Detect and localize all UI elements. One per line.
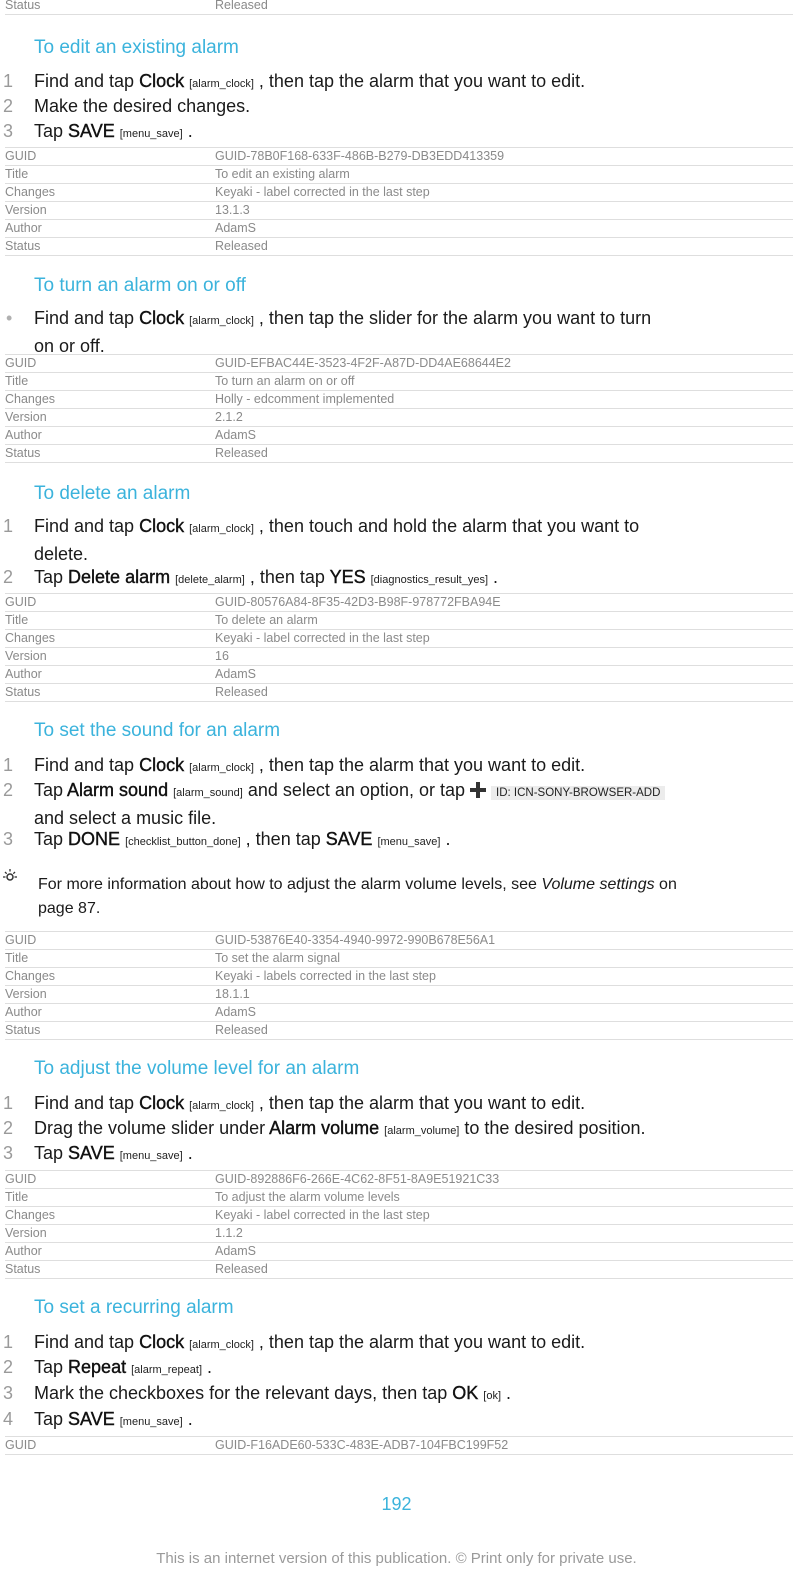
step: 1 Find and tap Clock [alarm_clock] , then tap the alarm that you want to edit. bbox=[3, 755, 586, 775]
plus-icon bbox=[470, 782, 486, 798]
ui-term: Repeat bbox=[68, 1357, 127, 1377]
cross-reference-link[interactable]: Volume settings bbox=[541, 876, 655, 893]
step: 2 Tap Alarm sound [alarm_sound] and select an option, or tap ID: ICN-SONY-BROWSER-ADD and select a music file. bbox=[0, 778, 783, 831]
ui-term: Clock bbox=[139, 308, 185, 328]
ui-term: SAVE bbox=[68, 1409, 115, 1429]
metadata-table: GUID GUID-78B0F168-633F-486B-B279-DB3EDD413359 Title To edit an existing alarm Changes Keyaki - label corrected in the last step Version 13.1.3 Author AdamS Status Released bbox=[5, 147, 793, 256]
section-heading: To adjust the volume level for an alarm bbox=[34, 1058, 360, 1079]
section-heading: To set the sound for an alarm bbox=[34, 720, 281, 741]
metadata-table: GUID GUID-F16ADE60-533C-483E-ADB7-104FBC199F52 bbox=[5, 1436, 793, 1455]
metadata-table: GUID GUID-80576A84-8F35-42D3-B98F-978772FBA94E Title To delete an alarm Changes Keyaki - label corrected in the last step Version 16 Author AdamS Status Released bbox=[5, 593, 793, 702]
section-heading: To edit an existing alarm bbox=[34, 37, 239, 58]
metadata-table: GUID GUID-EFBAC44E-3523-4F2F-A87D-DD4AE68644E2 Title To turn an alarm on or off Changes Holly - edcomment implemented Version 2.1.2 Author AdamS Status Released bbox=[5, 354, 793, 463]
step: 1 Find and tap Clock [alarm_clock] , then tap the alarm that you want to edit. bbox=[3, 1093, 586, 1113]
ui-term: SAVE bbox=[325, 829, 373, 849]
step: 1 Find and tap Clock [alarm_clock] , then tap the alarm that you want to edit. bbox=[3, 1332, 586, 1352]
step: 3 Tap SAVE [menu_save] . bbox=[3, 1143, 193, 1163]
ui-term: OK bbox=[452, 1383, 479, 1403]
section-heading: To turn an alarm on or off bbox=[34, 275, 246, 296]
metadata-table: GUID GUID-892886F6-266E-4C62-8F51-8A9E51921C33 Title To adjust the alarm volume levels Changes Keyaki - label corrected in the last step Version 1.1.2 Author AdamS Status Released bbox=[5, 1170, 793, 1279]
ui-term: Clock bbox=[139, 755, 185, 775]
ui-term: Clock bbox=[139, 516, 185, 536]
lightbulb-icon bbox=[2, 868, 18, 884]
section-heading: To delete an alarm bbox=[34, 483, 191, 504]
ui-term: Clock bbox=[139, 71, 185, 91]
meta-value: Released bbox=[215, 0, 268, 12]
ui-term: Clock bbox=[139, 1332, 185, 1352]
ui-term: Clock bbox=[139, 1093, 185, 1113]
step: 2 Tap Repeat [alarm_repeat] . bbox=[3, 1357, 213, 1377]
step: 3 Tap SAVE [menu_save] . bbox=[3, 121, 193, 141]
ui-term: Delete alarm bbox=[68, 567, 171, 587]
step: 1 Find and tap Clock [alarm_clock] , then tap the alarm that you want to edit. bbox=[3, 71, 586, 91]
step: 2 Tap Delete alarm [delete_alarm] , then tap YES [diagnostics_result_yes] . bbox=[3, 567, 499, 587]
icon-id-tag: ID: ICN-SONY-BROWSER-ADD bbox=[491, 786, 665, 800]
metadata-table-top bbox=[5, 0, 793, 15]
metadata-table: GUID GUID-53876E40-3354-4940-9972-990B678E56A1 Title To set the alarm signal Changes Keyaki - labels corrected in the last step Version 18.1.1 Author AdamS Status Released bbox=[5, 931, 793, 1040]
ui-term: SAVE bbox=[68, 121, 115, 141]
ui-term: SAVE bbox=[68, 1143, 115, 1163]
meta-label: Status bbox=[5, 0, 41, 12]
ui-term: DONE bbox=[68, 829, 121, 849]
step: 2 Make the desired changes. bbox=[3, 96, 251, 116]
step: 2 Drag the volume slider under Alarm volume [alarm_volume] to the desired position. bbox=[3, 1118, 646, 1138]
step: 4 Tap SAVE [menu_save] . bbox=[3, 1409, 193, 1429]
ui-term: Alarm sound bbox=[67, 780, 169, 800]
page-number: 192 bbox=[381, 1494, 412, 1514]
step: 3 Mark the checkboxes for the relevant days, then tap OK [ok] . bbox=[3, 1383, 512, 1403]
tip-note: For more information about how to adjust the alarm volume levels, see Volume settings on page 87. bbox=[38, 876, 677, 917]
section-heading: To set a recurring alarm bbox=[34, 1297, 234, 1318]
ui-term: YES bbox=[329, 567, 366, 587]
ui-term: Alarm volume bbox=[269, 1118, 380, 1138]
step: 3 Tap DONE [checklist_button_done] , then tap SAVE [menu_save] . bbox=[3, 829, 451, 849]
step: 1 Find and tap Clock [alarm_clock] , then touch and hold the alarm that you want to delete. bbox=[3, 516, 640, 564]
footer-notice: This is an internet version of this publication. © Print only for private use. bbox=[156, 1550, 637, 1567]
step: • Find and tap Clock [alarm_clock] , then tap the slider for the alarm you want to turn on or off. bbox=[6, 308, 652, 356]
